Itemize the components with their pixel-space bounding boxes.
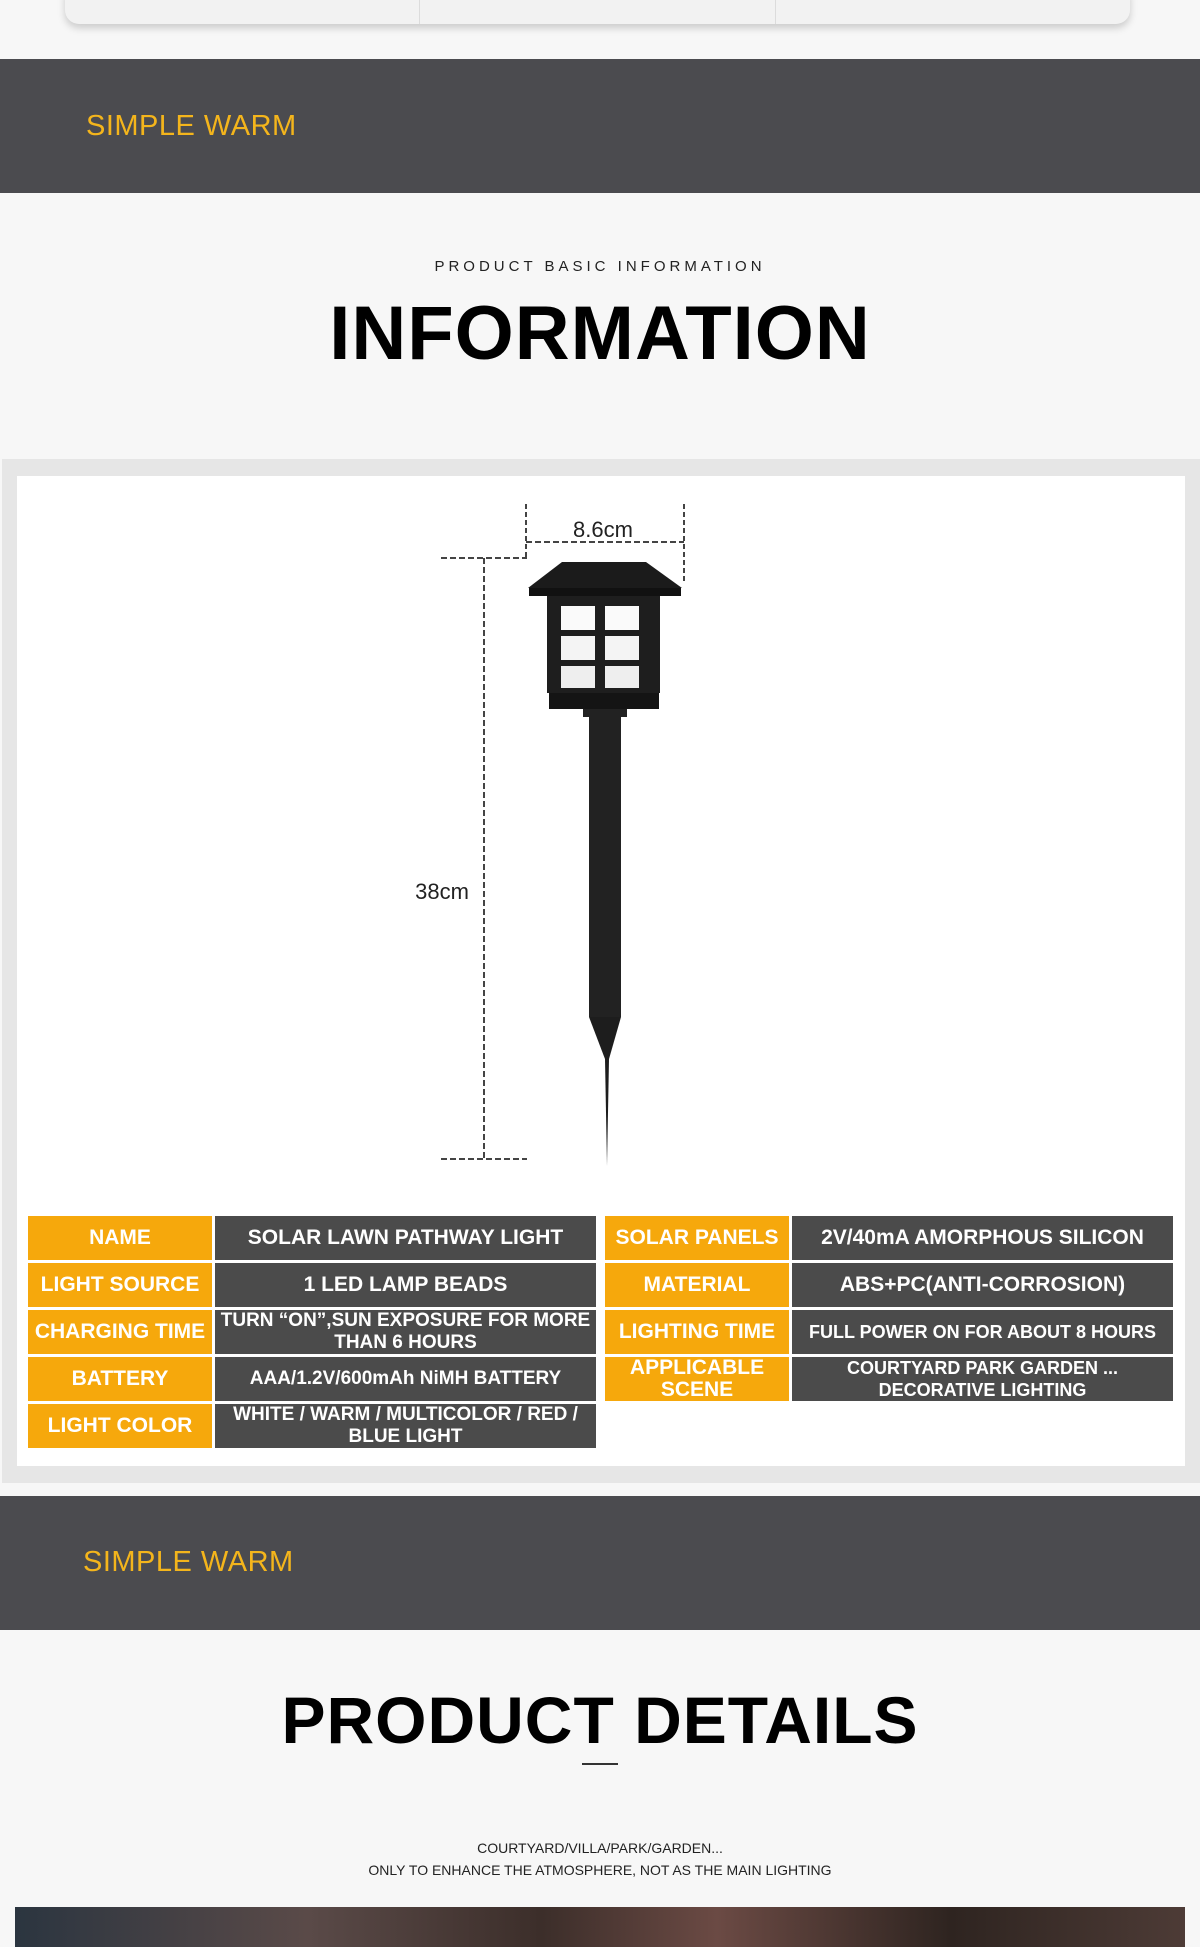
top-card-cell xyxy=(65,0,420,24)
spec-table-right xyxy=(602,1213,1176,1404)
spec-value: FULL POWER ON FOR ABOUT 8 HOURS xyxy=(792,1310,1173,1354)
spec-key: BATTERY xyxy=(28,1357,212,1401)
spec-key: APPLICABLE SCENE xyxy=(605,1357,789,1401)
product-details-subtitle: COURTYARD/VILLA/PARK/GARDEN... xyxy=(477,1840,723,1856)
top-card-cell xyxy=(776,0,1130,24)
spec-value: COURTYARD PARK GARDEN ... DECORATIVE LIGHTING xyxy=(792,1357,1173,1401)
spec-table-left xyxy=(25,1213,599,1451)
spec-row xyxy=(28,1404,596,1448)
spec-value: 2V/40mA AMORPHOUS SILICON xyxy=(792,1216,1173,1260)
spec-key: MATERIAL xyxy=(605,1263,789,1307)
product-details-note: ONLY TO ENHANCE THE ATMOSPHERE, NOT AS THE MAIN LIGHTING xyxy=(368,1862,832,1878)
spec-row xyxy=(28,1216,596,1260)
spec-row xyxy=(28,1263,596,1307)
spec-value: AAA/1.2V/600mAh NiMH BATTERY xyxy=(215,1357,596,1401)
solar-lamp-illustration xyxy=(528,562,682,1166)
spec-key: LIGHT COLOR xyxy=(28,1404,212,1448)
spec-panel-inner xyxy=(17,476,1185,1466)
lamp-diagram xyxy=(17,476,1185,1196)
width-label: 8.6cm xyxy=(573,517,633,542)
simple-warm-banner xyxy=(0,59,1200,193)
spec-key: LIGHT SOURCE xyxy=(28,1263,212,1307)
spec-key: CHARGING TIME xyxy=(28,1310,212,1354)
spec-row xyxy=(605,1216,1173,1260)
banner-title: SIMPLE WARM xyxy=(83,1546,294,1578)
title-underline xyxy=(582,1763,618,1765)
spec-row xyxy=(28,1310,596,1354)
top-card-cell xyxy=(420,0,775,24)
spec-value: ABS+PC(ANTI-CORROSION) xyxy=(792,1263,1173,1307)
spec-value: TURN “ON”,SUN EXPOSURE FOR MORE THAN 6 HOURS xyxy=(215,1310,596,1354)
spec-key: LIGHTING TIME xyxy=(605,1310,789,1354)
product-details-title: PRODUCT DETAILS xyxy=(281,1683,919,1757)
banner-title: SIMPLE WARM xyxy=(86,110,297,142)
section-caption: PRODUCT BASIC INFORMATION xyxy=(434,258,766,275)
spec-value: WHITE / WARM / MULTICOLOR / RED / BLUE LIGHT xyxy=(215,1404,596,1448)
top-card-strip xyxy=(65,0,1130,24)
spec-row xyxy=(605,1357,1173,1401)
height-label: 38cm xyxy=(415,879,469,904)
section-title: INFORMATION xyxy=(329,291,871,376)
spec-value: SOLAR LAWN PATHWAY LIGHT xyxy=(215,1216,596,1260)
garden-photo xyxy=(15,1907,1185,1947)
spec-value: 1 LED LAMP BEADS xyxy=(215,1263,596,1307)
spec-key: NAME xyxy=(28,1216,212,1260)
spec-row xyxy=(605,1310,1173,1354)
spec-row xyxy=(28,1357,596,1401)
spec-panel xyxy=(2,459,1200,1483)
spec-row xyxy=(605,1263,1173,1307)
simple-warm-banner xyxy=(0,1496,1200,1630)
spec-key: SOLAR PANELS xyxy=(605,1216,789,1260)
height-dimension xyxy=(441,558,527,1159)
